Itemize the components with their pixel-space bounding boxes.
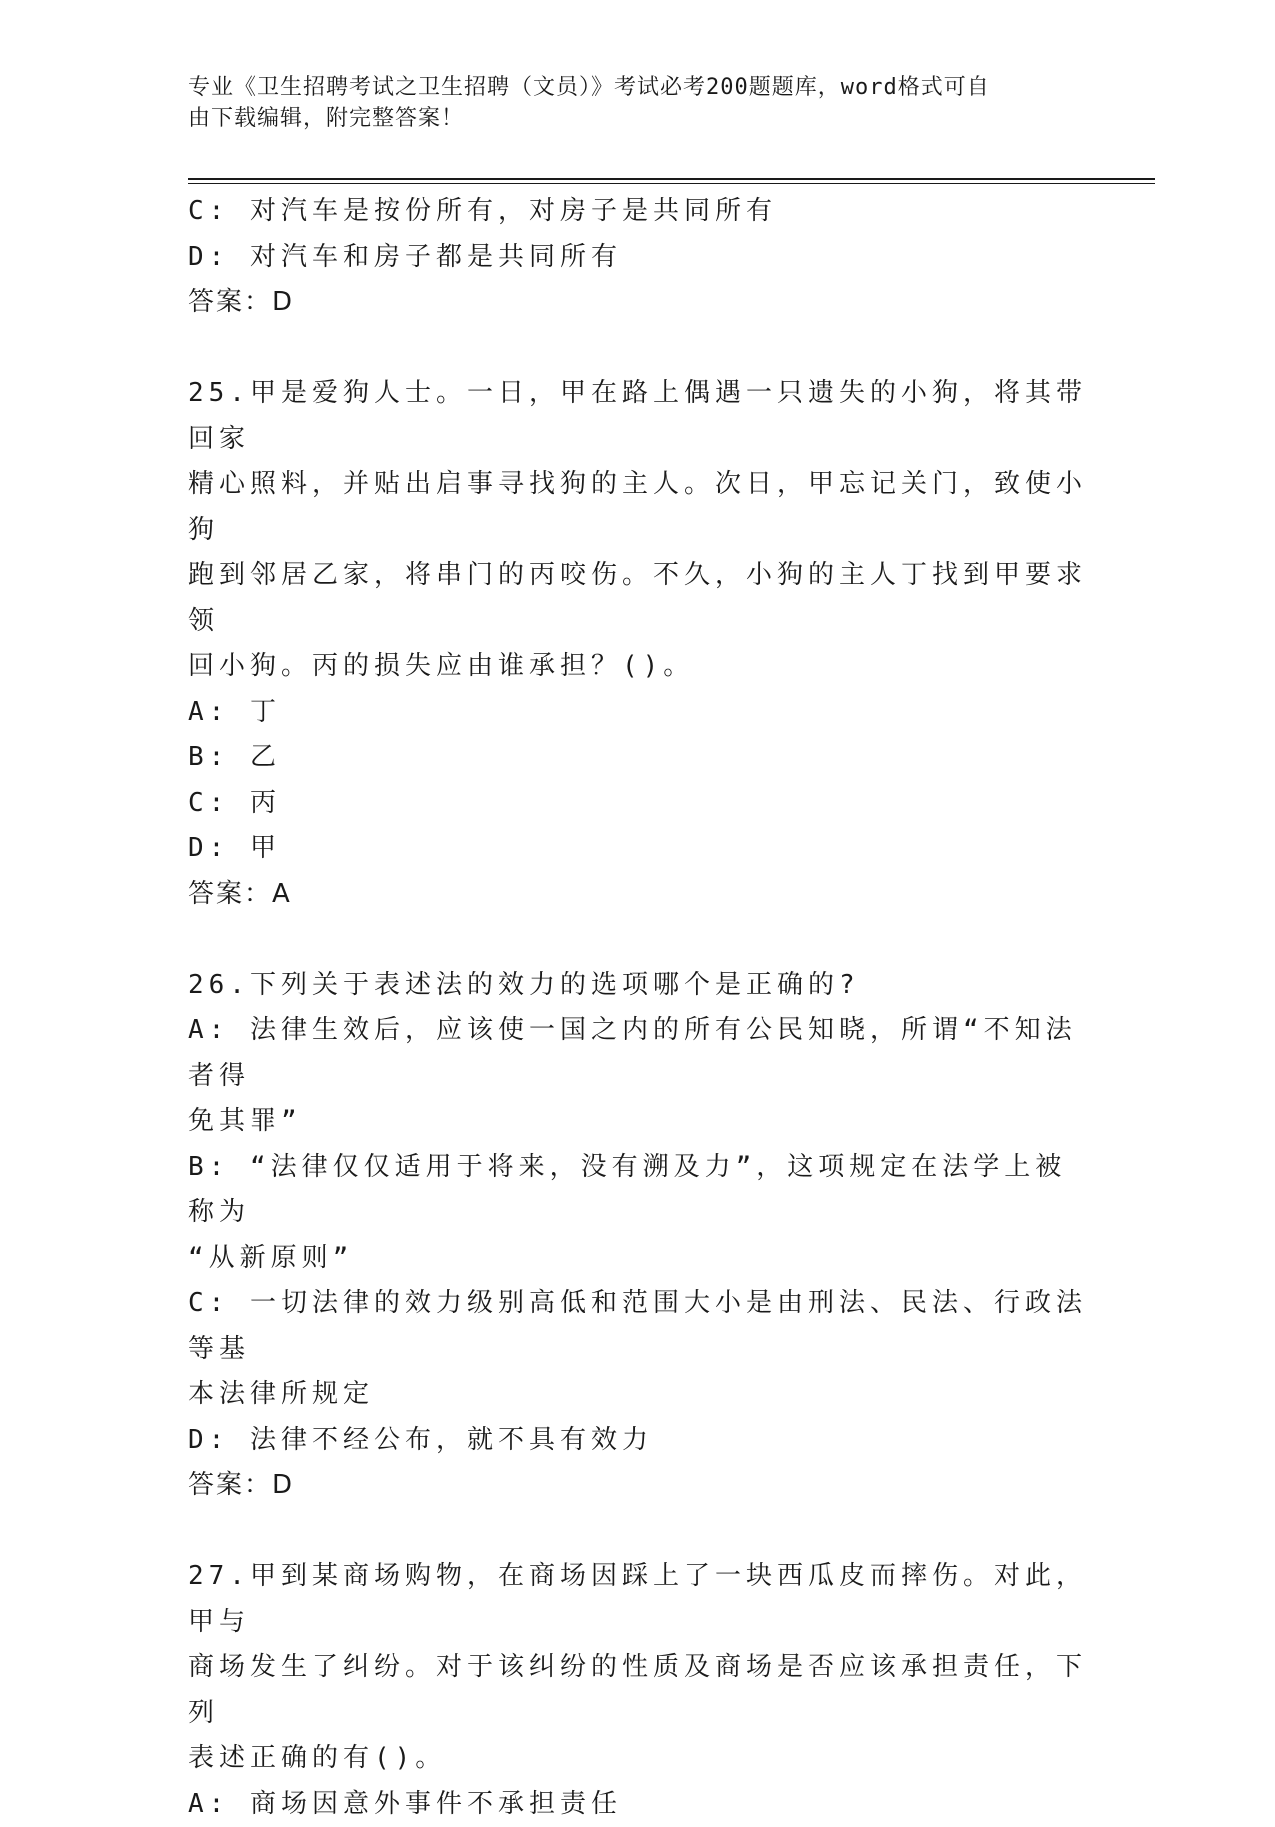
question-stem-line: 25.甲是爱狗人士。一日，甲在路上偶遇一只遗失的小狗，将其带回家 — [188, 371, 1088, 462]
answer: 答案：A — [188, 872, 1088, 918]
question-26 — [188, 963, 1088, 1509]
option-d: D: 法律不经公布，就不具有效力 — [188, 1418, 1088, 1464]
spacer — [188, 917, 1088, 963]
option-d: D: 甲 — [188, 826, 1088, 872]
option-a-line: A: 法律生效后，应该使一国之内的所有公民知晓，所谓“不知法者得 — [188, 1008, 1088, 1099]
option-b-line: “从新原则” — [188, 1236, 1088, 1282]
question-stem-line: 回小狗。丙的损失应由谁承担？()。 — [188, 644, 1088, 690]
question-stem-line: 精心照料，并贴出启事寻找狗的主人。次日，甲忘记关门，致使小狗 — [188, 462, 1088, 553]
answer: 答案：D — [188, 280, 1088, 326]
option-a: A: 丁 — [188, 690, 1088, 736]
question-24-tail — [188, 189, 1088, 326]
document-body — [188, 189, 1088, 1827]
spacer — [188, 1509, 1088, 1555]
option-b: B: 乙 — [188, 735, 1088, 781]
option-c: C: 对汽车是按份所有，对房子是共同所有 — [188, 189, 1088, 235]
option-d: D: 对汽车和房子都是共同所有 — [188, 235, 1088, 281]
answer: 答案：D — [188, 1463, 1088, 1509]
question-stem-line: 27.甲到某商场购物，在商场因踩上了一块西瓜皮而摔伤。对此，甲与 — [188, 1554, 1088, 1645]
header-line-2: 由下载编辑，附完整答案！ — [188, 103, 1088, 134]
question-stem: 26.下列关于表述法的效力的选项哪个是正确的? — [188, 963, 1088, 1009]
option-a: A: 商场因意外事件不承担责任 — [188, 1782, 1088, 1827]
option-a-line: 免其罪” — [188, 1099, 1088, 1145]
question-stem-line: 表述正确的有()。 — [188, 1736, 1088, 1782]
option-b-line: B: “法律仅仅适用于将来，没有溯及力”，这项规定在法学上被称为 — [188, 1145, 1088, 1236]
option-c-line: C: 一切法律的效力级别高低和范围大小是由刑法、民法、行政法等基 — [188, 1281, 1088, 1372]
header-line-1: 专业《卫生招聘考试之卫生招聘（文员）》考试必考200题题库，word格式可自 — [188, 72, 1088, 103]
question-stem-line: 跑到邻居乙家，将串门的丙咬伤。不久，小狗的主人丁找到甲要求领 — [188, 553, 1088, 644]
header-divider-thin — [188, 183, 1155, 184]
question-25 — [188, 371, 1088, 917]
option-c: C: 丙 — [188, 781, 1088, 827]
header-divider-thick — [188, 178, 1155, 180]
spacer — [188, 326, 1088, 372]
document-header — [188, 72, 1088, 134]
question-27 — [188, 1554, 1088, 1827]
option-c-line: 本法律所规定 — [188, 1372, 1088, 1418]
question-stem-line: 商场发生了纠纷。对于该纠纷的性质及商场是否应该承担责任，下列 — [188, 1645, 1088, 1736]
